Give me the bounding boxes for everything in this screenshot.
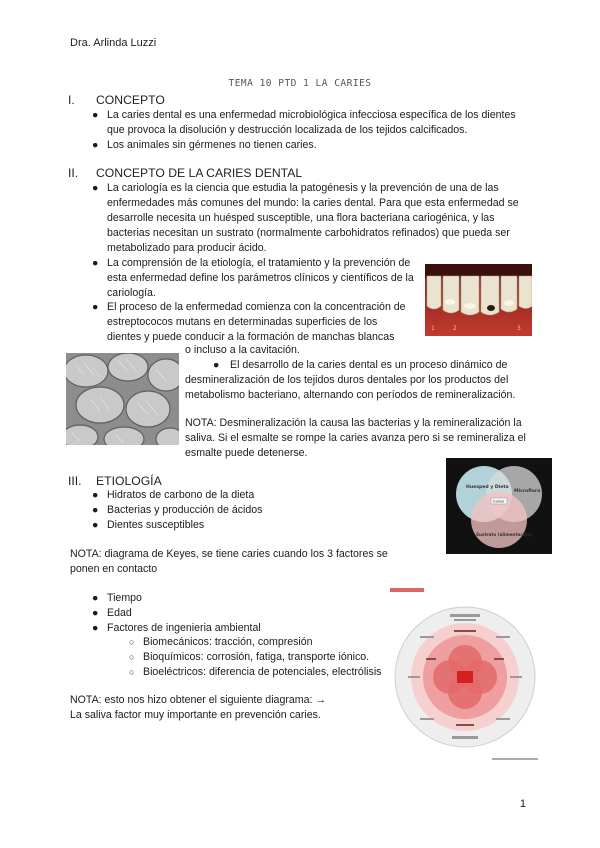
list-item: ● La caries dental es una enfermedad microbiológica infecciosa específica de los dientes que provoca la disolución y destrucción localizada de los tejidos calcificados. (92, 109, 516, 136)
list-item-continuation: o incluso a la cavitación. (185, 344, 300, 356)
keyes-label-huesped: Huesped y Dieta (466, 485, 509, 490)
keyes-venn (446, 458, 552, 554)
list-item: ● Hidratos de carbono de la dieta (92, 489, 255, 501)
teeth-illustration (425, 264, 532, 336)
list-item: ● Edad (92, 607, 132, 619)
keyes-diagram (446, 458, 552, 554)
list-item: ● Bacterias y producción de ácidos (92, 504, 263, 516)
teeth-photo (425, 264, 532, 336)
section-number: II. (68, 166, 79, 180)
list-item: ● La comprensión de la etiología, el tratamiento y la prevención de esta enfermedad define los parámetros clínicos y científicos de la cariología. (92, 257, 414, 299)
document-title: TEMA 10 PTD 1 LA CARIES (228, 78, 372, 89)
ecological-circles (390, 586, 540, 764)
list-item: ● Factores de ingenieria ambiental (92, 622, 261, 634)
section-title: CONCEPTO DE LA CARIES DENTAL (96, 166, 303, 180)
sub-list-item: ○ Bioeléctricos: diferencia de potenciales, electrólisis (129, 666, 382, 678)
section-number: I. (68, 93, 75, 107)
sub-list-item: ○ Bioquímicos: corrosión, fatiga, transporte iónico. (129, 651, 370, 663)
note-diagram: NOTA: esto nos hizo obtener el siguiente diagrama: → (70, 694, 326, 706)
svg-text:1: 1 (431, 325, 435, 332)
saliva-note: La saliva factor muy importante en prevención caries. (70, 709, 321, 721)
keyes-label-microflora: Microflora (514, 489, 541, 494)
ecological-diagram (390, 586, 540, 764)
list-item: ● Tiempo (92, 592, 142, 604)
section-title: ETIOLOGÍA (96, 474, 162, 488)
section-title: CONCEPTO (96, 93, 165, 107)
keyes-label-center: Caries (493, 499, 505, 504)
micrograph-illustration (66, 353, 179, 445)
page-number: 1 (519, 798, 526, 810)
svg-text:3: 3 (517, 325, 521, 332)
enamel-micrograph (66, 353, 179, 445)
section-number: III. (68, 474, 82, 488)
sub-list-item: ○ Biomecánicos: tracción, compresión (129, 636, 313, 648)
list-item: ● Dientes susceptibles (92, 519, 205, 531)
list-item: ● Los animales sin gérmenes no tienen caries. (92, 139, 317, 151)
note: NOTA: Desmineralización la causa las bacterias y la remineralización la saliva. Si el esmalte se rompe la caries avanza pero si se remineraliza el esmalte puede detenerse. (185, 417, 526, 459)
note-keyes: NOTA: diagrama de Keyes, se tiene caries cuando los 3 factores se ponen en contacto (70, 548, 388, 575)
svg-text:2: 2 (453, 325, 457, 332)
list-item: ● La cariología es la ciencia que estudia la patogénesis y la prevención de una de las enfermedades más comunes del mundo: la caries dental. Para que esta enfermedad se desarrolle necesita un huésped susceptible, una flora bacteriana cariogénica, y las bacterias necesitan un sustrato (normalmente carbohidratos refinados) que pueda ser metabolizado para producir ácido. (92, 182, 519, 254)
list-item: ● El desarrollo de la caries dental es un proceso dinámico de desmineralización de los tejidos duros dentales por los productos del metabolismo bacteriano, alternando con períodos de remineralización. (185, 359, 516, 401)
author-name: Dra. Arlinda Luzzi (70, 37, 157, 49)
list-item: ● El proceso de la enfermedad comienza con la concentración de estreptococos mutans en determinadas superficies de los dientes y puede conducir a la formación de manchas blancas (92, 301, 406, 343)
keyes-label-sustrato: Sustrato (alimentación) (476, 532, 533, 537)
